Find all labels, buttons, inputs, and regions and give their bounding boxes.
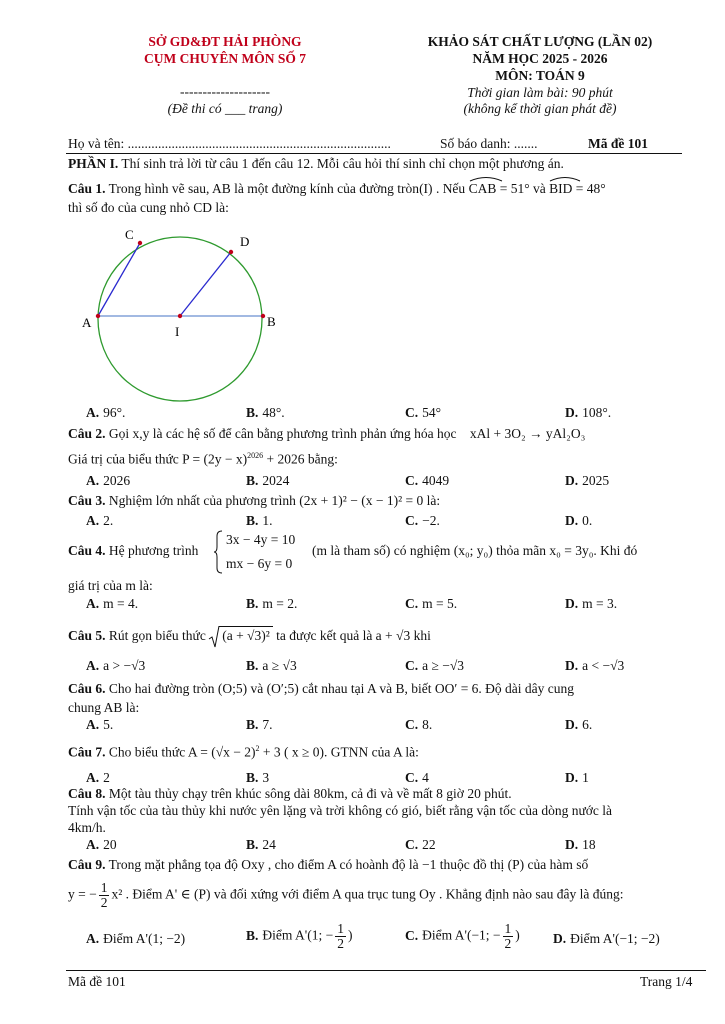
option-text: 22 (422, 837, 436, 852)
footer-rule (66, 970, 706, 971)
option-letter: A. (86, 770, 100, 785)
label-i: I (175, 324, 180, 339)
option-text: 3 (262, 770, 270, 785)
option-text: 4049 (422, 473, 450, 488)
part-1-title: PHẦN I. (68, 156, 119, 171)
q4-text-e: giá trị của m là: (68, 578, 153, 593)
option-letter: D. (565, 770, 579, 785)
option-letter: C. (405, 473, 419, 488)
option-letter: D. (565, 513, 579, 528)
q7-expr-a: A = (√x − 2) (187, 744, 256, 760)
option-text: a ≥ √3 (262, 658, 297, 673)
q4-option-b[interactable] (246, 596, 297, 612)
q7-option-d[interactable] (565, 770, 589, 786)
option-text: A'(−1; −2) (602, 931, 660, 946)
q1-eq2: = 48° (575, 181, 606, 196)
option-letter: C. (405, 513, 419, 528)
label-c: C (125, 227, 134, 242)
option-text: 2 (103, 770, 110, 785)
q1-text-b: . Nếu (435, 181, 466, 196)
option-text: 48°. (262, 405, 285, 420)
q1-arc1 (469, 178, 497, 197)
q8-text-2: Tính vận tốc của tàu thủy khi nước yên lặng và trời không có gió, biết rằng vận tốc của dòng nước là (68, 803, 613, 818)
option-text: 0. (582, 513, 593, 528)
label-b: B (267, 314, 276, 329)
department-name: SỞ GD&ĐT HẢI PHÒNG (148, 34, 302, 49)
point-d (229, 250, 233, 254)
option-letter: C. (405, 837, 419, 852)
option-letter: A. (86, 717, 100, 732)
arc-hat-icon (469, 176, 503, 182)
q4-eq2: mx − 6y = 0 (226, 556, 293, 571)
q9-option-b[interactable] (246, 922, 352, 951)
option-prefix: Điểm (570, 931, 601, 946)
q5-text: Rút gọn biểu thức (108, 628, 206, 643)
option-prefix: Điểm (422, 927, 453, 943)
question-3 (68, 493, 440, 509)
option-text: 20 (103, 837, 117, 852)
q8-option-b[interactable] (246, 837, 276, 853)
option-text: A'(−1; − (454, 927, 501, 943)
q4-option-c[interactable] (405, 596, 457, 612)
option-text: 7. (262, 717, 273, 732)
q7-label: Câu 7. (68, 744, 106, 760)
question-8 (68, 786, 512, 802)
option-text: 6. (582, 717, 593, 732)
option-text: 2026 (103, 473, 131, 488)
option-letter: C. (405, 717, 419, 732)
q9-label: Câu 9. (68, 857, 106, 872)
option-text: m = 5. (422, 596, 458, 611)
option-prefix: Điểm (262, 927, 293, 943)
arc-hat-icon (549, 176, 581, 182)
option-text: 2024 (262, 473, 290, 488)
q5-sqrt (219, 626, 273, 644)
q2-text2: Giá trị của biểu thức (68, 451, 179, 467)
option-letter: B. (246, 405, 259, 420)
option-letter: B. (246, 658, 259, 673)
q1-and: và (532, 181, 546, 196)
segment-ac (98, 243, 140, 316)
q8-text-3: 4km/h. (68, 820, 106, 835)
school-year: NĂM HỌC 2025 - 2026 (472, 51, 608, 66)
fraction-denominator: 2 (504, 936, 512, 951)
q6-label: Câu 6. (68, 681, 106, 696)
q1-label: Câu 1. (68, 181, 106, 196)
option-letter: A. (86, 473, 100, 488)
q6-text-2: chung AB là: (68, 700, 140, 715)
q4-option-d[interactable] (565, 596, 617, 612)
option-text: a ≥ −√3 (422, 658, 465, 673)
option-letter: B. (246, 513, 259, 528)
option-letter: C. (405, 596, 419, 611)
q8-option-d[interactable] (565, 837, 596, 853)
q6-text: Cho hai đường tròn (O;5) và (O′;5) cắt nhau tại A và B, biết OO′ = 6. Độ dài dây cung (108, 681, 575, 696)
cluster-name: CỤM CHUYÊN MÔN SỐ 7 (144, 51, 306, 66)
q7-option-b[interactable] (246, 770, 269, 786)
q5-option-b[interactable] (246, 658, 297, 674)
question-7 (68, 744, 419, 761)
option-text: 1. (262, 513, 273, 528)
option-text: 8. (422, 717, 433, 732)
q8-text: Một tàu thủy chạy trên khúc sông dài 80km, cả đi và về mất 8 giờ 20 phút. (108, 786, 512, 801)
option-fraction (503, 922, 514, 951)
subject: MÔN: TOÁN 9 (495, 68, 585, 83)
question-4 (68, 543, 198, 559)
option-letter: D. (565, 473, 579, 488)
q9-option-a[interactable] (86, 931, 185, 947)
option-text: 96°. (103, 405, 126, 420)
q7-text: Cho biểu thức (108, 744, 186, 760)
option-close-paren: ) (347, 927, 353, 943)
question-6 (68, 681, 574, 697)
option-letter: C. (405, 405, 419, 420)
q2-option-a[interactable] (86, 473, 130, 489)
option-text: 24 (262, 837, 276, 852)
q9-function-line (68, 881, 623, 910)
q2-reaction: xAl + 3O₂ → yAl₂O₃ (469, 426, 586, 441)
circle-i (98, 237, 262, 401)
q7-option-a[interactable] (86, 770, 110, 786)
option-letter: A. (86, 513, 100, 528)
q4-thoa-man: thỏa mãn (496, 543, 546, 558)
option-close-paren: ) (515, 927, 520, 943)
option-letter: D. (565, 596, 579, 611)
q2-expr-tail: + 2026 bằng: (266, 451, 338, 467)
q3-option-d[interactable] (565, 513, 592, 529)
option-letter: A. (86, 405, 100, 420)
option-letter: D. (565, 405, 579, 420)
q3-option-c[interactable] (405, 513, 440, 529)
option-letter: D. (565, 658, 579, 673)
header-dashes: -------------------- (180, 84, 270, 99)
option-text: a < −√3 (582, 658, 625, 673)
fraction-denominator: 2 (337, 936, 344, 951)
page-count: (Đề thi có ___ trang) (167, 101, 283, 116)
q2-text: Gọi x,y là các hệ số để cân bằng phương trình phản ứng hóa học (108, 426, 457, 441)
option-letter: B. (246, 837, 259, 852)
option-letter: B. (246, 770, 259, 785)
q4-eq1: 3x − 4y = 10 (226, 532, 296, 547)
q7-option-c[interactable] (405, 770, 429, 786)
q3-eq: (2x + 1)² − (x − 1)² = 0 (299, 493, 424, 508)
time-note: (không kể thời gian phát đề) (463, 101, 617, 116)
q8-option-a[interactable] (86, 837, 117, 853)
q8-label: Câu 8. (68, 786, 106, 801)
question-5 (68, 626, 431, 644)
option-letter: C. (405, 770, 419, 785)
q1-arc2 (549, 178, 572, 197)
q7-expr-b: + 3 ( x ≥ 0). GTNN của A là: (262, 744, 419, 760)
option-prefix: Điểm (103, 931, 134, 946)
q5-label: Câu 5. (68, 628, 106, 643)
q4-label: Câu 4. (68, 543, 106, 558)
label-d: D (240, 234, 250, 249)
q3-option-a[interactable] (86, 513, 113, 529)
part-1-instructions (68, 156, 564, 172)
q4-text: Hệ phương trình (108, 543, 199, 558)
option-text: 2025 (582, 473, 610, 488)
option-letter: A. (86, 837, 100, 852)
option-text: m = 2. (262, 596, 298, 611)
q3-text: Nghiệm lớn nhất của phương trình (108, 493, 296, 508)
q3-label: Câu 3. (68, 493, 106, 508)
q6-option-d[interactable] (565, 717, 592, 733)
sqrt-sign-icon (208, 626, 220, 648)
fraction-denominator: 2 (100, 895, 108, 910)
q9-text: Trong mặt phẳng tọa độ Oxy , cho điểm A có hoành độ là −1 thuộc đồ thị (P) của hàm số (108, 857, 589, 872)
student-id-line: Số báo danh: ....... (440, 136, 538, 151)
option-text: m = 4. (103, 596, 139, 611)
q4-condition: x₀ = 3y₀ (549, 543, 594, 558)
option-letter: C. (405, 658, 419, 673)
q6-option-a[interactable] (86, 717, 113, 733)
q9-option-d[interactable] (553, 931, 660, 947)
q3-option-b[interactable] (246, 513, 273, 529)
q5-option-a[interactable] (86, 658, 145, 674)
option-text: 2. (103, 513, 114, 528)
option-text: 18 (582, 837, 596, 852)
q5-expr: (a + √3)² (222, 628, 270, 643)
segment-id (180, 252, 231, 316)
q2-option-d[interactable] (565, 473, 609, 489)
exam-time: Thời gian làm bài: 90 phút (467, 85, 613, 100)
header-rule (66, 153, 682, 154)
q1-option-d[interactable] (565, 405, 611, 421)
point-a (96, 314, 100, 318)
q5-text-b: ta được kết quả là a + √3 khi (276, 628, 431, 643)
option-letter: C. (405, 927, 419, 943)
q9-func-fraction (99, 881, 110, 910)
q9-option-c[interactable] (405, 922, 520, 951)
q1-arc2-text: BID (549, 181, 573, 196)
q3-tail: là: (426, 493, 441, 508)
option-letter: D. (565, 837, 579, 852)
q5-option-d[interactable] (565, 658, 624, 674)
option-text: 4 (422, 770, 429, 785)
fraction-numerator: 1 (100, 880, 108, 895)
option-letter: B. (246, 596, 259, 611)
option-text: 1 (582, 770, 589, 785)
q1-arc1-text: CAB (468, 181, 497, 196)
q2-line-2 (68, 451, 338, 468)
option-fraction (335, 922, 346, 951)
question-2 (68, 426, 585, 442)
q6-option-c[interactable] (405, 717, 432, 733)
q4-khi-do: . Khi đó (593, 543, 638, 558)
fraction-numerator: 1 (504, 921, 512, 936)
student-name-line: Họ và tên: .............................................................................. (68, 136, 391, 151)
q2-expr: P = (2y − x) (182, 451, 248, 467)
q8-option-c[interactable] (405, 837, 436, 853)
option-letter: B. (246, 717, 259, 732)
q1-text-c: thì số đo của cung nhỏ CD là: (68, 200, 229, 215)
option-letter: A. (86, 596, 100, 611)
footer-exam-code: Mã đề 101 (68, 974, 126, 989)
q9-func-b: x² . Điểm A' ∈ (P) và đối xứng với điểm A qua trục tung Oy . Khẳng định nào sau đây là đúng: (111, 886, 624, 902)
q5-option-c[interactable] (405, 658, 464, 674)
q4-tham-so: (m là tham số) có nghiệm (312, 543, 451, 558)
exam-title: KHẢO SÁT CHẤT LƯỢNG (LẦN 02) (427, 34, 653, 49)
q6-option-b[interactable] (246, 717, 273, 733)
q2-option-c[interactable] (405, 473, 449, 489)
point-i (178, 314, 182, 318)
q9-func-a: y = − (68, 886, 97, 902)
footer-page-number: Trang 1/4 (640, 974, 693, 989)
q7-exponent: 2 (255, 744, 260, 753)
option-text: −2. (422, 513, 440, 528)
exam-code: Mã đề 101 (588, 136, 648, 151)
q2-option-b[interactable] (246, 473, 289, 489)
option-letter: B. (246, 473, 259, 488)
option-text: 5. (103, 717, 114, 732)
option-text: A'(1; −2) (135, 931, 186, 946)
fraction-numerator: 1 (337, 921, 344, 936)
option-letter: A. (86, 931, 100, 946)
q1-circle: (I) (419, 181, 433, 196)
option-text: m = 3. (582, 596, 618, 611)
option-text: a > −√3 (103, 658, 146, 673)
point-b (261, 314, 265, 318)
option-text: 108°. (582, 405, 612, 420)
option-text: 54° (422, 405, 442, 420)
part-1-text: Thí sinh trả lời từ câu 1 đến câu 12. Mỗi câu hỏi thí sinh chỉ chọn một phương án. (121, 156, 564, 171)
question-9 (68, 857, 588, 873)
option-letter: D. (553, 931, 567, 946)
option-text: A'(1; − (295, 927, 334, 943)
label-a: A (82, 315, 92, 330)
q1-option-a[interactable] (86, 405, 125, 421)
q2-exponent: 2026 (247, 451, 264, 460)
q1-text-a: Trong hình vẽ sau, AB là một đường kính của đường tròn (108, 181, 420, 196)
q1-circle-figure (78, 222, 298, 404)
option-letter: B. (246, 927, 259, 943)
point-c (138, 241, 142, 245)
q4-text-b (312, 543, 637, 559)
q2-label: Câu 2. (68, 426, 106, 441)
q4-option-a[interactable] (86, 596, 138, 612)
q4-solution: (x₀; y₀) (453, 543, 493, 558)
q1-option-c[interactable] (405, 405, 441, 421)
q1-option-b[interactable] (246, 405, 285, 421)
system-brace-icon (213, 530, 223, 574)
option-letter: D. (565, 717, 579, 732)
option-letter: A. (86, 658, 100, 673)
question-1 (68, 178, 606, 197)
q1-eq1: = 51° (499, 181, 530, 196)
